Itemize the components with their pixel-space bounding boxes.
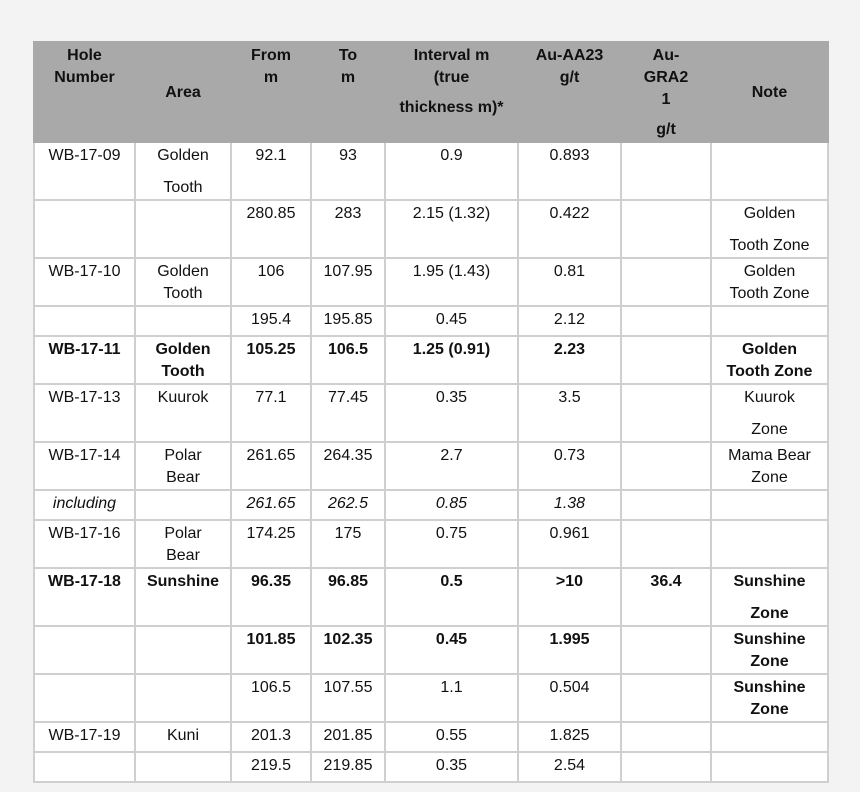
cell-to: 107.55 bbox=[311, 674, 385, 722]
cell-au-gra21 bbox=[621, 336, 711, 384]
cell-au-gra21 bbox=[621, 674, 711, 722]
cell-area: Polar Bear bbox=[135, 442, 231, 490]
cell-note: Sunshine Zone bbox=[711, 568, 828, 626]
cell-to: 264.35 bbox=[311, 442, 385, 490]
cell-au-aa23: 1.995 bbox=[518, 626, 621, 674]
cell-note bbox=[711, 306, 828, 336]
cell-area: Kuurok bbox=[135, 384, 231, 442]
cell-hole: WB-17-14 bbox=[34, 442, 135, 490]
cell-to: 175 bbox=[311, 520, 385, 568]
cell-au-aa23: 2.12 bbox=[518, 306, 621, 336]
cell-au-aa23: 0.422 bbox=[518, 200, 621, 258]
table-row bbox=[34, 674, 828, 722]
cell-to: 106.5 bbox=[311, 336, 385, 384]
cell-note bbox=[711, 142, 828, 200]
cell-hole: WB-17-13 bbox=[34, 384, 135, 442]
cell-au-gra21 bbox=[621, 384, 711, 442]
cell-interval: 2.15 (1.32) bbox=[385, 200, 518, 258]
cell-to: 93 bbox=[311, 142, 385, 200]
cell-area: Polar Bear bbox=[135, 520, 231, 568]
cell-note bbox=[711, 752, 828, 782]
header-interval: Interval m (true thickness m)* bbox=[385, 42, 518, 142]
cell-au-aa23: 2.54 bbox=[518, 752, 621, 782]
cell-au-gra21 bbox=[621, 752, 711, 782]
cell-note: Golden Tooth Zone bbox=[711, 200, 828, 258]
cell-au-aa23: 0.504 bbox=[518, 674, 621, 722]
cell-area: Sunshine bbox=[135, 568, 231, 626]
cell-au-aa23: 3.5 bbox=[518, 384, 621, 442]
cell-from: 77.1 bbox=[231, 384, 311, 442]
cell-from: 96.35 bbox=[231, 568, 311, 626]
cell-hole: WB-17-16 bbox=[34, 520, 135, 568]
cell-interval: 0.35 bbox=[385, 752, 518, 782]
cell-from: 261.65 bbox=[231, 442, 311, 490]
cell-hole: WB-17-11 bbox=[34, 336, 135, 384]
cell-area bbox=[135, 626, 231, 674]
cell-hole bbox=[34, 674, 135, 722]
cell-hole: including bbox=[34, 490, 135, 520]
cell-au-gra21 bbox=[621, 442, 711, 490]
cell-au-gra21: 36.4 bbox=[621, 568, 711, 626]
cell-interval: 0.5 bbox=[385, 568, 518, 626]
cell-interval: 1.1 bbox=[385, 674, 518, 722]
header-au-aa23: Au-AA23 g/t bbox=[518, 42, 621, 142]
cell-from: 201.3 bbox=[231, 722, 311, 752]
cell-interval: 0.45 bbox=[385, 306, 518, 336]
cell-hole: WB-17-09 bbox=[34, 142, 135, 200]
table-row bbox=[34, 442, 828, 490]
cell-hole: WB-17-18 bbox=[34, 568, 135, 626]
header-to: To m bbox=[311, 42, 385, 142]
cell-au-gra21 bbox=[621, 626, 711, 674]
table-row bbox=[34, 568, 828, 626]
cell-hole: WB-17-10 bbox=[34, 258, 135, 306]
cell-from: 106 bbox=[231, 258, 311, 306]
cell-interval: 1.25 (0.91) bbox=[385, 336, 518, 384]
cell-note: Sunshine Zone bbox=[711, 626, 828, 674]
cell-area: Golden Tooth bbox=[135, 142, 231, 200]
cell-area: Golden Tooth bbox=[135, 258, 231, 306]
table-row bbox=[34, 200, 828, 258]
cell-to: 219.85 bbox=[311, 752, 385, 782]
cell-from: 195.4 bbox=[231, 306, 311, 336]
cell-to: 102.35 bbox=[311, 626, 385, 674]
cell-to: 96.85 bbox=[311, 568, 385, 626]
cell-from: 174.25 bbox=[231, 520, 311, 568]
cell-from: 219.5 bbox=[231, 752, 311, 782]
cell-note bbox=[711, 490, 828, 520]
cell-interval: 2.7 bbox=[385, 442, 518, 490]
cell-au-aa23: 2.23 bbox=[518, 336, 621, 384]
table-row bbox=[34, 520, 828, 568]
cell-hole bbox=[34, 200, 135, 258]
cell-from: 261.65 bbox=[231, 490, 311, 520]
cell-note: Sunshine Zone bbox=[711, 674, 828, 722]
table-row bbox=[34, 306, 828, 336]
cell-interval: 0.9 bbox=[385, 142, 518, 200]
cell-interval: 0.45 bbox=[385, 626, 518, 674]
table-row bbox=[34, 258, 828, 306]
cell-from: 105.25 bbox=[231, 336, 311, 384]
cell-au-aa23: >10 bbox=[518, 568, 621, 626]
cell-au-aa23: 0.961 bbox=[518, 520, 621, 568]
cell-au-aa23: 1.38 bbox=[518, 490, 621, 520]
table-row bbox=[34, 384, 828, 442]
cell-note: Kuurok Zone bbox=[711, 384, 828, 442]
cell-hole bbox=[34, 626, 135, 674]
cell-au-gra21 bbox=[621, 306, 711, 336]
cell-interval: 0.75 bbox=[385, 520, 518, 568]
cell-hole bbox=[34, 752, 135, 782]
table-row bbox=[34, 490, 828, 520]
cell-au-gra21 bbox=[621, 722, 711, 752]
drill-results-table bbox=[33, 41, 829, 783]
cell-area: Kuni bbox=[135, 722, 231, 752]
cell-area bbox=[135, 200, 231, 258]
cell-interval: 0.55 bbox=[385, 722, 518, 752]
cell-from: 280.85 bbox=[231, 200, 311, 258]
cell-to: 201.85 bbox=[311, 722, 385, 752]
table-row bbox=[34, 722, 828, 752]
header-hole-number: Hole Number bbox=[34, 42, 135, 142]
cell-to: 77.45 bbox=[311, 384, 385, 442]
cell-to: 195.85 bbox=[311, 306, 385, 336]
cell-to: 283 bbox=[311, 200, 385, 258]
cell-au-gra21 bbox=[621, 490, 711, 520]
cell-interval: 0.85 bbox=[385, 490, 518, 520]
cell-from: 106.5 bbox=[231, 674, 311, 722]
cell-hole: WB-17-19 bbox=[34, 722, 135, 752]
header-au-gra21: Au- GRA2 1 g/t bbox=[621, 42, 711, 142]
cell-area bbox=[135, 490, 231, 520]
cell-au-aa23: 1.825 bbox=[518, 722, 621, 752]
cell-from: 92.1 bbox=[231, 142, 311, 200]
cell-from: 101.85 bbox=[231, 626, 311, 674]
cell-area bbox=[135, 674, 231, 722]
cell-note bbox=[711, 520, 828, 568]
cell-au-aa23: 0.81 bbox=[518, 258, 621, 306]
cell-note: Mama Bear Zone bbox=[711, 442, 828, 490]
cell-note bbox=[711, 722, 828, 752]
cell-interval: 1.95 (1.43) bbox=[385, 258, 518, 306]
cell-note: Golden Tooth Zone bbox=[711, 336, 828, 384]
cell-to: 107.95 bbox=[311, 258, 385, 306]
header-from: From m bbox=[231, 42, 311, 142]
cell-area: Golden Tooth bbox=[135, 336, 231, 384]
cell-area bbox=[135, 306, 231, 336]
cell-au-gra21 bbox=[621, 520, 711, 568]
cell-interval: 0.35 bbox=[385, 384, 518, 442]
cell-au-gra21 bbox=[621, 258, 711, 306]
drill-results-table-container bbox=[33, 41, 827, 783]
cell-area bbox=[135, 752, 231, 782]
cell-note: Golden Tooth Zone bbox=[711, 258, 828, 306]
header-row bbox=[34, 42, 828, 142]
cell-to: 262.5 bbox=[311, 490, 385, 520]
table-row bbox=[34, 752, 828, 782]
cell-au-aa23: 0.893 bbox=[518, 142, 621, 200]
cell-hole bbox=[34, 306, 135, 336]
table-row bbox=[34, 336, 828, 384]
table-row bbox=[34, 626, 828, 674]
table-row bbox=[34, 142, 828, 200]
header-note: Note bbox=[711, 42, 828, 142]
header-area: Area bbox=[135, 42, 231, 142]
cell-au-gra21 bbox=[621, 200, 711, 258]
cell-au-gra21 bbox=[621, 142, 711, 200]
cell-au-aa23: 0.73 bbox=[518, 442, 621, 490]
